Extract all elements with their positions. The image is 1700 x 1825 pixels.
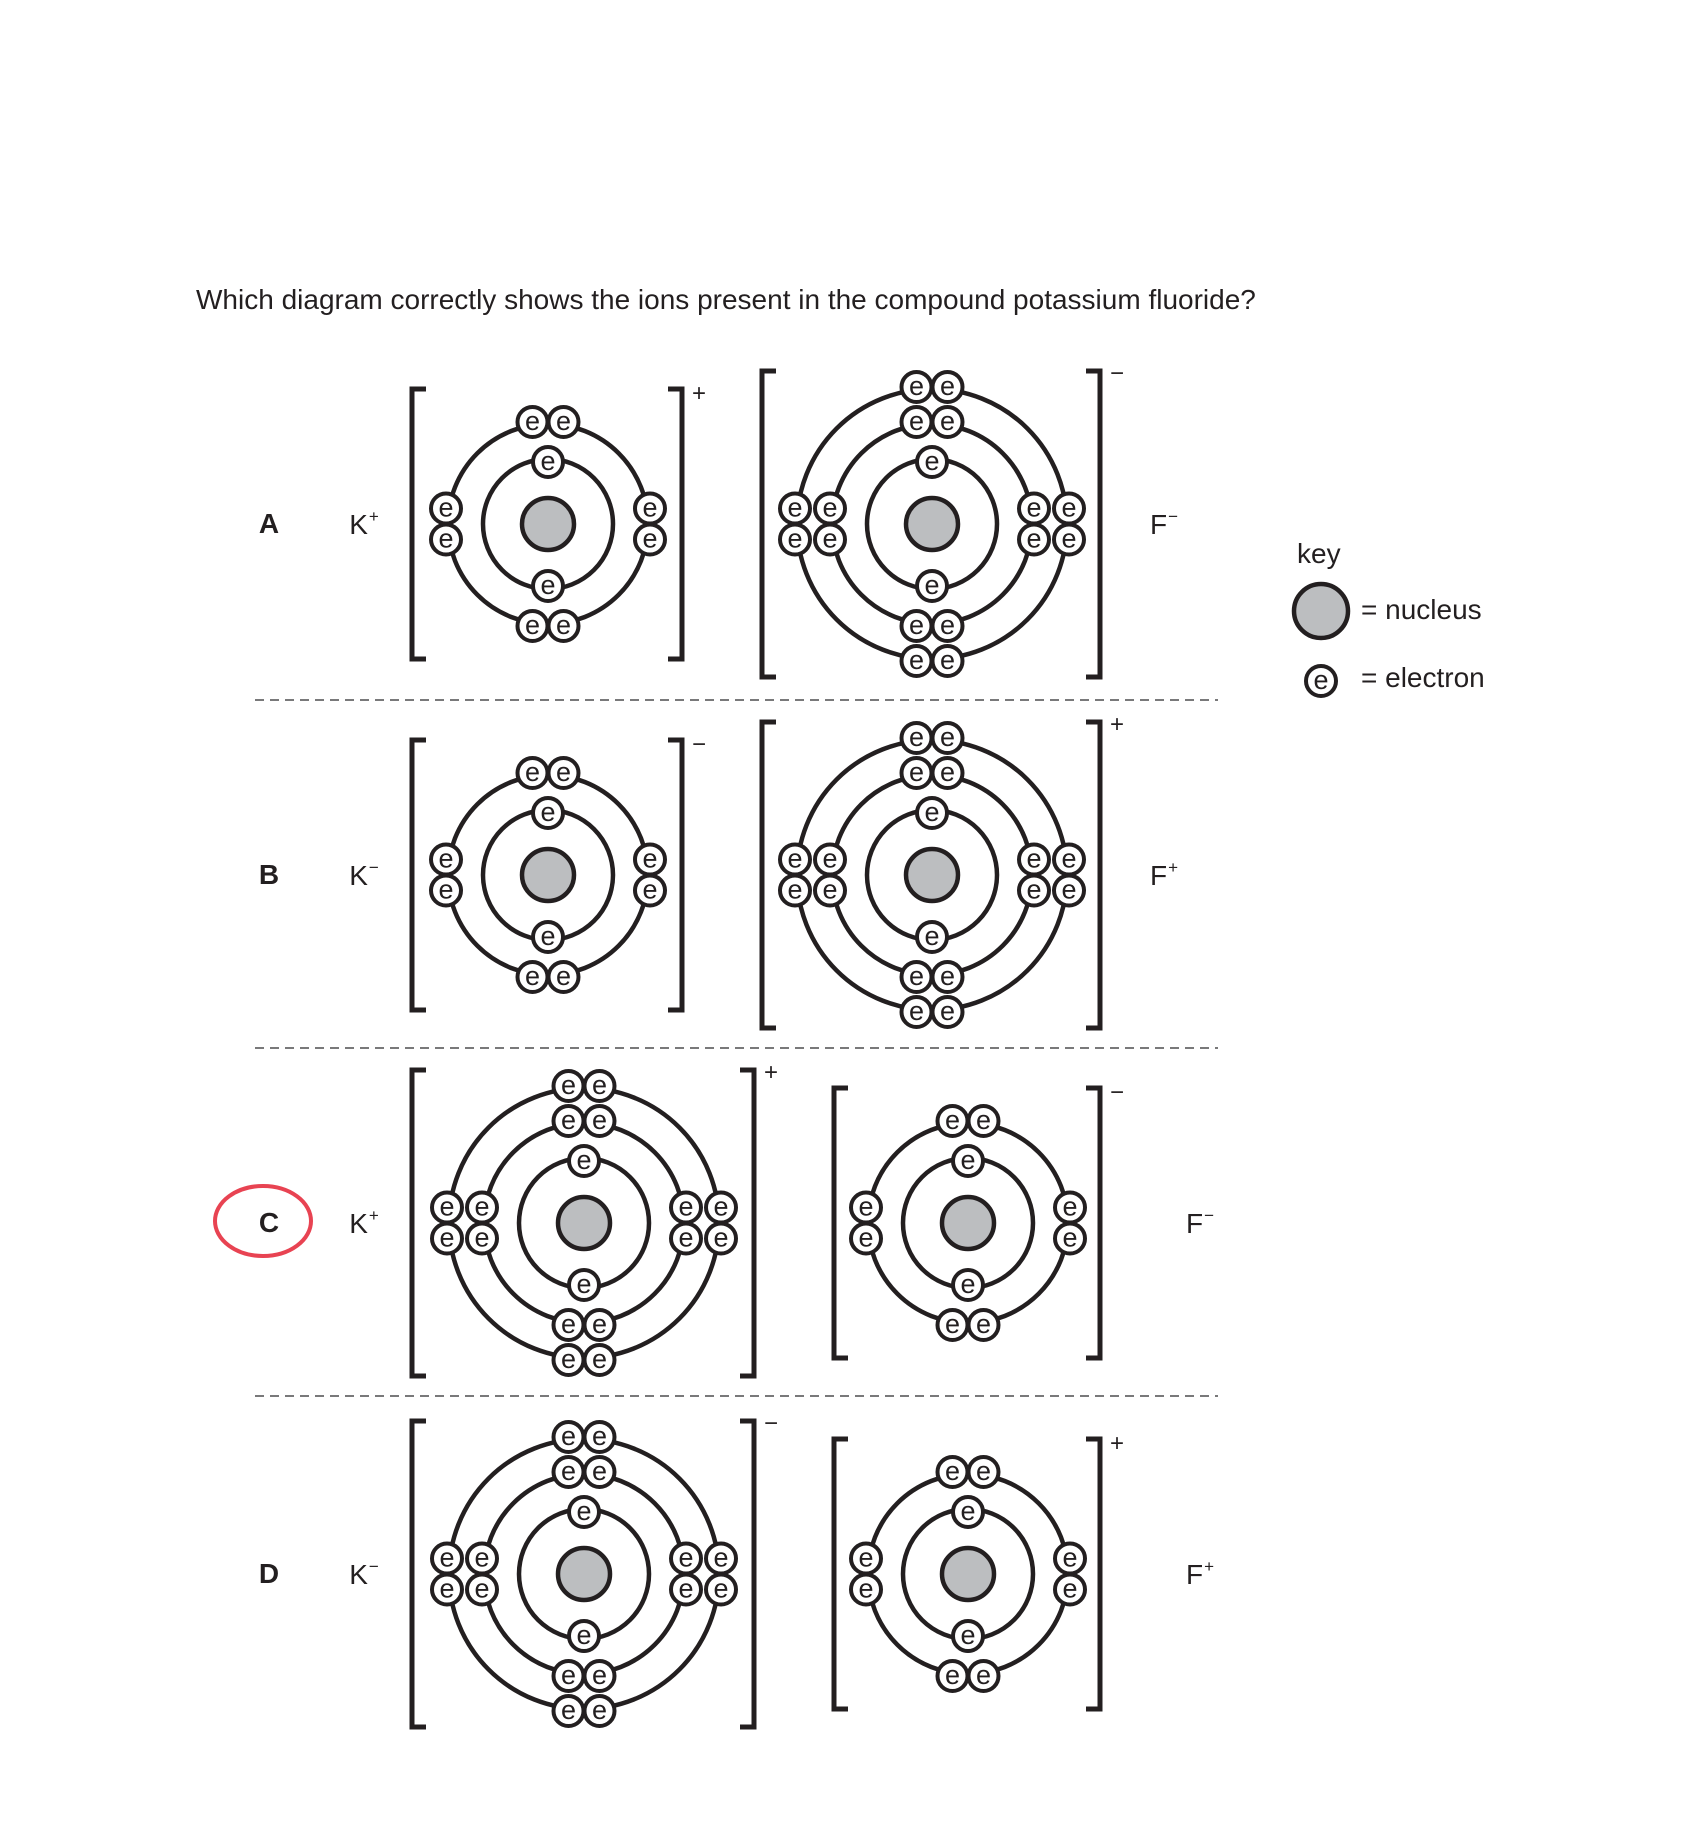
ion-charge: − xyxy=(368,1557,379,1576)
svg-text:e: e xyxy=(439,1191,455,1222)
svg-text:e: e xyxy=(787,523,803,554)
electron-icon xyxy=(635,875,665,906)
electron-icon xyxy=(706,1192,736,1223)
bracket-charge: − xyxy=(1110,1079,1125,1106)
svg-text:e: e xyxy=(540,797,556,827)
electron-icon xyxy=(969,1105,999,1136)
electron-icon xyxy=(431,844,461,875)
electron-icon xyxy=(431,493,461,524)
svg-text:e: e xyxy=(591,1421,608,1451)
option-letter-b[interactable]: B xyxy=(258,859,280,890)
svg-text:e: e xyxy=(858,1542,874,1573)
answer-circle-mark xyxy=(215,1186,311,1256)
electron-icon xyxy=(554,1456,584,1487)
electron-icon xyxy=(917,797,947,828)
electron-icon xyxy=(635,844,665,875)
electron-icon xyxy=(554,1105,584,1136)
svg-text:e: e xyxy=(908,406,925,436)
svg-text:e: e xyxy=(439,1573,455,1604)
atom-3-shell xyxy=(780,722,1084,1027)
electron-icon xyxy=(938,1456,968,1487)
bracket-charge: + xyxy=(692,380,707,407)
svg-text:e: e xyxy=(787,843,803,874)
electron-icon xyxy=(554,1309,584,1340)
svg-text:e: e xyxy=(560,1105,577,1135)
svg-text:e: e xyxy=(555,406,572,436)
svg-text:e: e xyxy=(438,492,454,523)
bracket-charge: − xyxy=(1110,360,1125,387)
electron-icon xyxy=(518,610,548,641)
atom-2-shell xyxy=(431,406,665,641)
ion-symbol: K xyxy=(349,1208,368,1239)
electron-icon xyxy=(671,1223,701,1254)
svg-text:e: e xyxy=(939,996,956,1026)
svg-text:e: e xyxy=(1061,874,1077,905)
electron-icon xyxy=(1055,1543,1085,1574)
electron-icon xyxy=(431,524,461,555)
electron-icon xyxy=(933,406,963,437)
electron-icon xyxy=(585,1309,615,1340)
electron-icon xyxy=(635,493,665,524)
electron-icon xyxy=(933,757,963,788)
electron-icon xyxy=(585,1344,615,1375)
electron-icon xyxy=(933,645,963,676)
electron-icon xyxy=(917,446,947,477)
option-d-diagram xyxy=(412,1410,1124,1727)
electron-icon xyxy=(1055,1574,1085,1605)
ion-charge: − xyxy=(368,858,379,877)
electron-icon xyxy=(780,493,810,524)
svg-text:e: e xyxy=(939,961,956,991)
svg-text:e: e xyxy=(555,610,572,640)
ion-symbol: K xyxy=(349,1559,368,1590)
electron-icon xyxy=(467,1192,497,1223)
svg-text:e: e xyxy=(560,1695,577,1725)
svg-text:e: e xyxy=(1313,665,1329,695)
electron-icon xyxy=(569,1145,599,1176)
svg-text:e: e xyxy=(1062,1222,1078,1253)
nucleus-icon xyxy=(558,1548,610,1600)
bracket-charge: + xyxy=(1110,1430,1125,1457)
electron-icon xyxy=(432,1223,462,1254)
svg-text:e: e xyxy=(1062,1542,1078,1573)
electron-icon xyxy=(431,875,461,906)
electron-icon xyxy=(432,1574,462,1605)
electron-icon xyxy=(917,570,947,601)
svg-text:e: e xyxy=(591,1695,608,1725)
question-text: Which diagram correctly shows the ions present in the compound potassium fluoride? xyxy=(196,284,1256,315)
electron-icon xyxy=(585,1105,615,1136)
electron-icon xyxy=(706,1223,736,1254)
electron-icon xyxy=(671,1574,701,1605)
svg-text:e: e xyxy=(713,1573,729,1604)
svg-text:e: e xyxy=(560,1344,577,1374)
electron-icon xyxy=(518,757,548,788)
bracket-charge: − xyxy=(764,1410,779,1437)
svg-text:e: e xyxy=(1061,523,1077,554)
svg-text:e: e xyxy=(591,1309,608,1339)
electron-icon xyxy=(917,921,947,952)
svg-text:e: e xyxy=(924,797,940,827)
svg-text:e: e xyxy=(939,406,956,436)
svg-text:e: e xyxy=(642,523,658,554)
electron-icon xyxy=(585,1660,615,1691)
electron-icon xyxy=(554,1660,584,1691)
svg-text:e: e xyxy=(787,492,803,523)
electron-icon xyxy=(780,844,810,875)
electron-icon xyxy=(635,524,665,555)
electron-icon xyxy=(815,524,845,555)
electron-icon xyxy=(933,996,963,1027)
svg-text:e: e xyxy=(939,610,956,640)
svg-text:e: e xyxy=(576,1145,592,1175)
svg-text:e: e xyxy=(439,1542,455,1573)
electron-icon xyxy=(851,1574,881,1605)
electron-icon xyxy=(1019,875,1049,906)
ion-symbol: F xyxy=(1149,860,1168,891)
electron-icon xyxy=(518,961,548,992)
svg-text:e: e xyxy=(960,1496,976,1526)
electron-icon xyxy=(569,1496,599,1527)
electron-icon xyxy=(585,1456,615,1487)
electron-icon xyxy=(933,610,963,641)
electron-icon xyxy=(533,446,563,477)
atom-3-shell xyxy=(780,371,1084,676)
svg-text:e: e xyxy=(713,1542,729,1573)
electron-icon xyxy=(933,961,963,992)
svg-text:e: e xyxy=(944,1105,961,1135)
nucleus-icon xyxy=(942,1548,994,1600)
svg-text:e: e xyxy=(908,371,925,401)
svg-text:e: e xyxy=(960,1145,976,1175)
key-electron-icon xyxy=(1306,665,1336,696)
electron-icon xyxy=(933,371,963,402)
electron-icon xyxy=(554,1421,584,1452)
electron-icon xyxy=(671,1192,701,1223)
svg-text:e: e xyxy=(560,1421,577,1451)
svg-text:e: e xyxy=(524,757,541,787)
svg-text:e: e xyxy=(591,1660,608,1690)
electron-icon xyxy=(549,757,579,788)
svg-text:e: e xyxy=(642,492,658,523)
atom-2-shell xyxy=(851,1456,1085,1691)
electron-icon xyxy=(953,1620,983,1651)
electron-icon xyxy=(569,1269,599,1300)
ion-symbol: F xyxy=(1149,509,1168,540)
svg-text:e: e xyxy=(822,492,838,523)
electron-icon xyxy=(432,1543,462,1574)
svg-text:e: e xyxy=(939,645,956,675)
electron-icon xyxy=(953,1145,983,1176)
electron-icon xyxy=(585,1421,615,1452)
electron-icon xyxy=(815,844,845,875)
electron-icon xyxy=(585,1070,615,1101)
electron-icon xyxy=(902,757,932,788)
electron-icon xyxy=(969,1660,999,1691)
svg-text:e: e xyxy=(908,996,925,1026)
svg-text:e: e xyxy=(474,1222,490,1253)
svg-text:e: e xyxy=(474,1573,490,1604)
svg-text:e: e xyxy=(678,1573,694,1604)
electron-icon xyxy=(518,406,548,437)
electron-icon xyxy=(467,1574,497,1605)
svg-text:e: e xyxy=(939,757,956,787)
electron-icon xyxy=(780,524,810,555)
electron-icon xyxy=(432,1192,462,1223)
ion-symbol: F xyxy=(1185,1559,1204,1590)
electron-icon xyxy=(1054,524,1084,555)
option-letter-d[interactable]: D xyxy=(258,1558,280,1589)
nucleus-icon xyxy=(942,1197,994,1249)
key-nucleus-icon xyxy=(1294,584,1348,638)
option-letter-c[interactable]: C xyxy=(258,1207,280,1238)
electron-icon xyxy=(533,797,563,828)
electron-icon xyxy=(549,961,579,992)
electron-icon xyxy=(938,1105,968,1136)
electron-icon xyxy=(467,1543,497,1574)
option-c-diagram xyxy=(412,1059,1124,1376)
option-letter-a[interactable]: A xyxy=(258,508,280,539)
electron-icon xyxy=(851,1543,881,1574)
ion-charge: − xyxy=(1168,507,1179,526)
svg-text:e: e xyxy=(960,1269,976,1299)
svg-text:e: e xyxy=(438,523,454,554)
atom-2-shell xyxy=(431,757,665,992)
svg-text:e: e xyxy=(858,1191,874,1222)
electron-icon xyxy=(706,1543,736,1574)
svg-text:e: e xyxy=(678,1222,694,1253)
svg-text:e: e xyxy=(1062,1191,1078,1222)
svg-text:e: e xyxy=(1026,492,1042,523)
svg-text:e: e xyxy=(540,921,556,951)
svg-text:e: e xyxy=(1026,523,1042,554)
option-a-diagram xyxy=(412,360,1124,677)
svg-text:e: e xyxy=(591,1344,608,1374)
svg-text:e: e xyxy=(540,446,556,476)
electron-icon xyxy=(902,996,932,1027)
svg-text:e: e xyxy=(713,1222,729,1253)
svg-text:e: e xyxy=(713,1191,729,1222)
svg-text:e: e xyxy=(944,1309,961,1339)
svg-text:e: e xyxy=(908,722,925,752)
electron-icon xyxy=(671,1543,701,1574)
electron-icon xyxy=(953,1269,983,1300)
svg-text:e: e xyxy=(1061,843,1077,874)
electron-icon xyxy=(933,722,963,753)
electron-icon xyxy=(533,570,563,601)
svg-text:e: e xyxy=(642,843,658,874)
nucleus-icon xyxy=(906,849,958,901)
svg-text:e: e xyxy=(560,1309,577,1339)
svg-text:e: e xyxy=(908,645,925,675)
svg-text:e: e xyxy=(944,1660,961,1690)
svg-text:e: e xyxy=(439,1222,455,1253)
svg-text:e: e xyxy=(560,1070,577,1100)
svg-text:e: e xyxy=(960,1620,976,1650)
svg-text:e: e xyxy=(438,874,454,905)
electron-icon xyxy=(554,1695,584,1726)
bracket-charge: − xyxy=(692,731,707,758)
svg-text:e: e xyxy=(524,961,541,991)
svg-text:e: e xyxy=(975,1105,992,1135)
svg-text:e: e xyxy=(540,570,556,600)
ion-charge: + xyxy=(368,1206,379,1225)
bracket-charge: + xyxy=(764,1059,779,1086)
svg-text:e: e xyxy=(822,523,838,554)
svg-text:e: e xyxy=(908,757,925,787)
svg-text:e: e xyxy=(908,610,925,640)
nucleus-icon xyxy=(522,498,574,550)
svg-text:e: e xyxy=(438,843,454,874)
svg-text:e: e xyxy=(576,1496,592,1526)
svg-text:e: e xyxy=(858,1222,874,1253)
electron-icon xyxy=(554,1070,584,1101)
electron-icon xyxy=(902,961,932,992)
svg-text:e: e xyxy=(524,406,541,436)
svg-text:e: e xyxy=(975,1309,992,1339)
electron-icon xyxy=(1054,493,1084,524)
electron-icon xyxy=(1055,1192,1085,1223)
atom-2-shell xyxy=(851,1105,1085,1340)
svg-text:e: e xyxy=(822,843,838,874)
atom-3-shell xyxy=(432,1421,736,1726)
svg-text:e: e xyxy=(678,1191,694,1222)
electron-icon xyxy=(815,875,845,906)
svg-text:e: e xyxy=(787,874,803,905)
electron-icon xyxy=(554,1344,584,1375)
svg-text:e: e xyxy=(1026,874,1042,905)
nucleus-icon xyxy=(558,1197,610,1249)
electron-icon xyxy=(706,1574,736,1605)
electron-icon xyxy=(969,1309,999,1340)
svg-text:e: e xyxy=(591,1456,608,1486)
electron-icon xyxy=(938,1660,968,1691)
svg-text:e: e xyxy=(1061,492,1077,523)
svg-text:e: e xyxy=(560,1456,577,1486)
electron-icon xyxy=(902,371,932,402)
electron-icon xyxy=(953,1496,983,1527)
electron-icon xyxy=(1019,844,1049,875)
electron-icon xyxy=(1054,844,1084,875)
electron-icon xyxy=(780,875,810,906)
svg-text:e: e xyxy=(576,1269,592,1299)
svg-text:e: e xyxy=(1026,843,1042,874)
electron-icon xyxy=(1055,1223,1085,1254)
svg-text:e: e xyxy=(591,1105,608,1135)
ion-charge: − xyxy=(1204,1206,1215,1225)
ion-charge: + xyxy=(368,507,379,526)
key-electron-label: = electron xyxy=(1361,662,1485,693)
ion-symbol: K xyxy=(349,860,368,891)
svg-text:e: e xyxy=(555,961,572,991)
svg-text:e: e xyxy=(576,1620,592,1650)
nucleus-icon xyxy=(906,498,958,550)
svg-text:e: e xyxy=(474,1191,490,1222)
svg-text:e: e xyxy=(642,874,658,905)
electron-icon xyxy=(969,1456,999,1487)
ion-symbol: F xyxy=(1185,1208,1204,1239)
svg-text:e: e xyxy=(908,961,925,991)
svg-text:e: e xyxy=(975,1456,992,1486)
electron-icon xyxy=(851,1223,881,1254)
svg-text:e: e xyxy=(939,722,956,752)
electron-icon xyxy=(902,406,932,437)
svg-text:e: e xyxy=(944,1456,961,1486)
electron-icon xyxy=(851,1192,881,1223)
electron-icon xyxy=(1019,493,1049,524)
key-title: key xyxy=(1297,538,1341,569)
electron-icon xyxy=(549,406,579,437)
svg-text:e: e xyxy=(591,1070,608,1100)
svg-text:e: e xyxy=(678,1542,694,1573)
svg-text:e: e xyxy=(524,610,541,640)
ion-charge: + xyxy=(1168,858,1179,877)
electron-icon xyxy=(1019,524,1049,555)
option-b-diagram xyxy=(412,711,1124,1028)
ion-symbol: K xyxy=(349,509,368,540)
svg-text:e: e xyxy=(1062,1573,1078,1604)
electron-icon xyxy=(549,610,579,641)
svg-text:e: e xyxy=(975,1660,992,1690)
nucleus-icon xyxy=(522,849,574,901)
electron-icon xyxy=(938,1309,968,1340)
ion-charge: + xyxy=(1204,1557,1215,1576)
key-nucleus-label: = nucleus xyxy=(1361,594,1482,625)
bracket-charge: + xyxy=(1110,711,1125,738)
svg-text:e: e xyxy=(924,446,940,476)
svg-text:e: e xyxy=(822,874,838,905)
electron-icon xyxy=(569,1620,599,1651)
electron-icon xyxy=(467,1223,497,1254)
svg-text:e: e xyxy=(924,921,940,951)
atom-3-shell xyxy=(432,1070,736,1375)
electron-icon xyxy=(902,722,932,753)
electron-icon xyxy=(533,921,563,952)
svg-text:e: e xyxy=(474,1542,490,1573)
electron-icon xyxy=(1054,875,1084,906)
svg-text:e: e xyxy=(560,1660,577,1690)
electron-icon xyxy=(815,493,845,524)
electron-icon xyxy=(902,610,932,641)
svg-text:e: e xyxy=(924,570,940,600)
svg-text:e: e xyxy=(939,371,956,401)
electron-icon xyxy=(585,1695,615,1726)
svg-text:e: e xyxy=(858,1573,874,1604)
svg-text:e: e xyxy=(555,757,572,787)
electron-icon xyxy=(902,645,932,676)
